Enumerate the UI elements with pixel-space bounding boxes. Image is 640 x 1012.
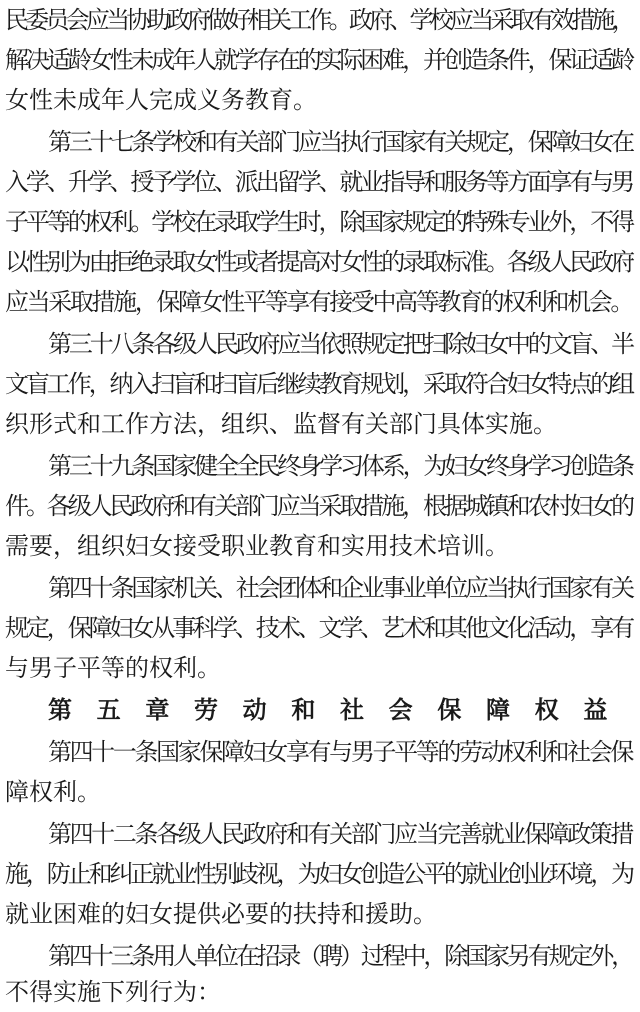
line-text: 施，防止和纠正就业性别歧视，为妇女创造公平的就业创业环境，为 xyxy=(5,860,632,888)
chapter-heading xyxy=(0,690,640,730)
text-line xyxy=(0,404,640,444)
line-text: 入学、升学、授予学位、派出留学、就业指导和服务等方面享有与男 xyxy=(5,168,632,196)
text-line xyxy=(0,324,640,364)
line-text: 第三十七条学校和有关部门应当执行国家有关规定，保障妇女在 xyxy=(48,128,632,156)
text-line xyxy=(0,0,640,40)
line-text: 第三十九条国家健全全民终身学习体系，为妇女终身学习创造条 xyxy=(48,452,632,480)
line-text: 就业困难的妇女提供必要的扶持和援助。 xyxy=(5,900,437,928)
text-line xyxy=(0,526,640,566)
text-line xyxy=(0,364,640,404)
text-line xyxy=(0,972,640,1012)
text-line xyxy=(0,732,640,772)
line-text: 不得实施下列行为： xyxy=(5,978,221,1006)
line-text: 民委员会应当协助政府做好相关工作。政府、学校应当采取有效措施， xyxy=(5,6,632,34)
text-line xyxy=(0,568,640,608)
line-text: 第四十一条国家保障妇女享有与男子平等的劳动权利和社会保 xyxy=(48,738,632,766)
text-line xyxy=(0,854,640,894)
line-text: 规定，保障妇女从事科学、技术、文学、艺术和其他文化活动，享有 xyxy=(5,614,632,642)
line-text: 与男子平等的权利。 xyxy=(5,654,221,682)
text-line xyxy=(0,446,640,486)
line-text: 女性未成年人完成义务教育。 xyxy=(5,86,317,114)
text-line xyxy=(0,40,640,80)
text-line xyxy=(0,772,640,812)
line-text: 以性别为由拒绝录取女性或者提高对女性的录取标准。各级人民政府 xyxy=(5,248,632,276)
line-text: 障权利。 xyxy=(5,778,101,806)
line-text: 需要，组织妇女接受职业教育和实用技术培训。 xyxy=(5,532,509,560)
line-text: 解决适龄女性未成年人就学存在的实际困难，并创造条件，保证适龄 xyxy=(5,46,632,74)
line-text: 第四十三条用人单位在招录（聘）过程中，除国家另有规定外， xyxy=(48,942,632,970)
text-line xyxy=(0,122,640,162)
text-line xyxy=(0,648,640,688)
chapter-heading-text: 第五章劳动和社会保障权益 xyxy=(48,696,632,724)
text-line xyxy=(0,894,640,934)
line-text: 第四十二条各级人民政府和有关部门应当完善就业保障政策措 xyxy=(48,820,632,848)
text-line xyxy=(0,80,640,120)
text-line xyxy=(0,936,640,976)
line-text: 织形式和工作方法，组织、监督有关部门具体实施。 xyxy=(5,410,557,438)
text-line xyxy=(0,202,640,242)
text-line xyxy=(0,486,640,526)
line-text: 件。各级人民政府和有关部门应当采取措施，根据城镇和农村妇女的 xyxy=(5,492,632,520)
text-line xyxy=(0,162,640,202)
text-line xyxy=(0,282,640,322)
line-text: 文盲工作，纳入扫盲和扫盲后继续教育规划，采取符合妇女特点的组 xyxy=(5,370,632,398)
line-text: 第四十条国家机关、社会团体和企业事业单位应当执行国家有关 xyxy=(48,574,632,602)
text-line xyxy=(0,608,640,648)
line-text: 第三十八条各级人民政府应当依照规定把扫除妇女中的文盲、半 xyxy=(48,330,632,358)
text-line xyxy=(0,242,640,282)
line-text: 应当采取措施，保障女性平等享有接受中高等教育的权利和机会。 xyxy=(5,288,632,316)
text-line xyxy=(0,814,640,854)
line-text: 子平等的权利。学校在录取学生时，除国家规定的特殊专业外，不得 xyxy=(5,208,632,236)
